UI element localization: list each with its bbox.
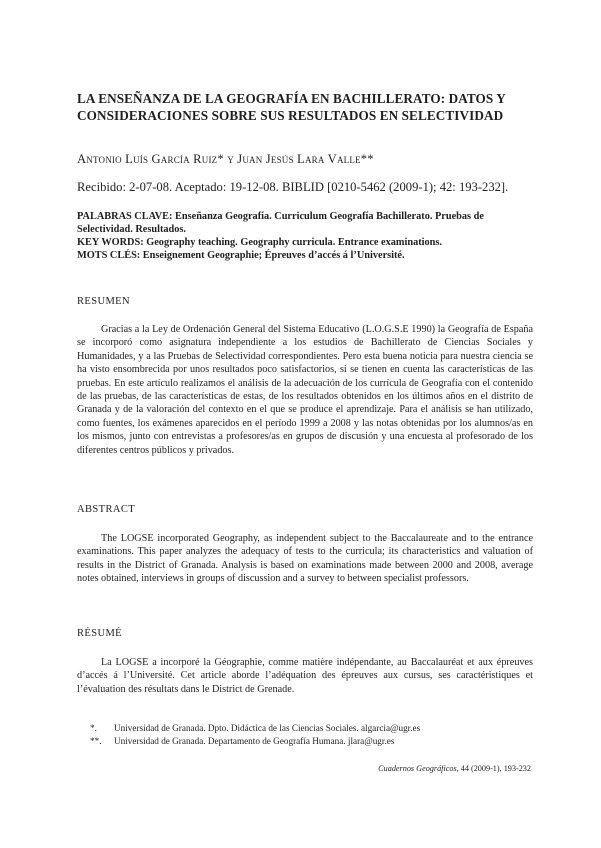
footnote-mark: **. [90,736,102,746]
abstract-text: The LOGSE incorporated Geography, as independent subject to the Baccalaureate and to the entrance examinations. This paper analyzes the adequacy of tests to the curricula; its characteristics and valuation of results in the District of Granada. Analysis is based on examinations made between 2000 and 2008, average notes obtained, interviews in groups of discussion and a survey to between specialist professors. [77,533,533,585]
resumen-heading: RESUMEN [77,296,130,307]
resumen-text: Gracias a la Ley de Ordenación General del Sistema Educativo (L.O.G.S.E 1990) la Geografía de España se incorporó como asignatura independiente a los estudios de Bachillerato de Ciencias Sociales y Humanidades, y a las Pruebas de Selectividad correspondientes. Pero esta buena noticia para nuestra ciencia se ha visto ensombrecida por unos resultados poco satisfactorios, si se tienen en cuenta las características de las pruebas. En este artículo realizamos el análisis de la adecuación de los currícula de Geografía con el contenido de las pruebas, de las características de estas, de los resultados obtenidos en los últimos años en el distrito de Granada y de la valoración del contexto en el que se produce el aprendizaje. Para el análisis se han utilizado, como fuentes, los exámenes aparecidos en el período 1999 a 2008 y las notas obtenidas por los alumnos/as en los mismos, junto con entrevistas a profesores/as en grupos de discusión y una encuesta al profesorado de los diferentes centros públicos y privados. [77,324,533,456]
journal-name: Cuadernos Geográficos [378,764,457,773]
footnote-text: Universidad de Granada. Dpto. Didáctica de las Ciencias Sociales. algarcia@ugr.es [114,723,421,733]
keywords-spanish: PALABRAS CLAVE: Enseñanza Geografía. Curriculum Geografía Bachillerato. Pruebas de Selectividad. Resultados. [77,211,484,235]
journal-issue: , 44 (2009-1), 193-232 [456,764,531,773]
journal-reference [300,764,531,773]
footnote [90,722,530,735]
resume-heading: RÉSUMÉ [77,628,122,639]
keywords-english: KEY WORDS: Geography teaching. Geography curricula. Entrance examinations. [77,237,442,248]
resume-text: La LOGSE a incorporé la Géographie, comme matière indépendante, au Baccalauréat et aux épreuves d’accés á l’Université. Cet article aborde l’adéquation des épreuves aux cursus, ses caractéristiques et l’évaluation des résultats dans le District de Grenade. [77,657,533,695]
received-line: Recibido: 2-07-08. Aceptado: 19-12-08. BIBLID [0210-5462 (2009-1); 42: 193-232]. [77,180,509,194]
footnote-text: Universidad de Granada. Departamento de Geografía Humana. jlara@ugr.es [114,736,395,746]
footnote-mark: *. [90,723,97,733]
keywords-block [77,210,533,262]
authors-line: Antonio Luís García Ruiz* y Juan Jesús Lara Valle** [77,152,374,166]
footnotes [90,722,530,748]
keywords-french: MOTS CLÉS: Enseignement Geographie; Épreuves d’accés á l’Université. [77,250,405,261]
footnote [90,735,530,748]
abstract-heading: ABSTRACT [77,504,136,515]
paper-title: LA ENSEÑANZA DE LA GEOGRAFÍA EN BACHILLERATO: DATOS Y CONSIDERACIONES SOBRE SUS RESULTADOS EN SELECTIVIDAD [77,91,506,123]
